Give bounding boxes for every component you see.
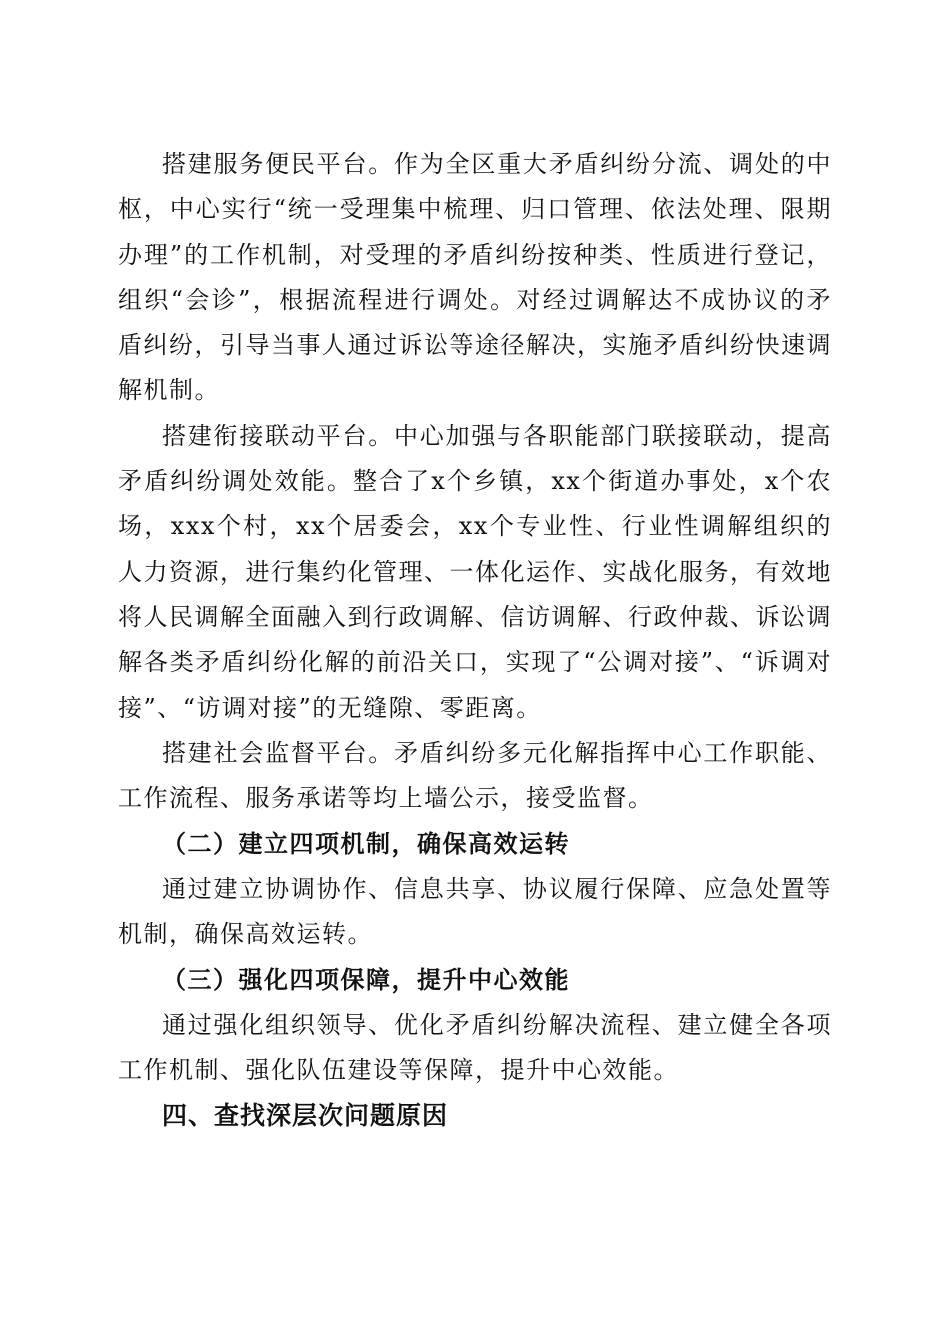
paragraph-service-platform: 搭建服务便民平台。作为全区重大矛盾纠纷分流、调处的中枢，中心实行“统一受理集中梳理、归口管理、依法处理、限期办理”的工作机制，对受理的矛盾纠纷按种类、性质进行登记，组织“会诊”，根据流程进行调处。对经过调解达不成协议的矛盾纠纷，引导当事人通过诉讼等途径解决，实施矛盾纠纷快速调解机制。 (118, 150, 832, 405)
subheading-four-mechanisms: （二）建立四项机制，确保高效运转 (162, 829, 570, 859)
paragraph-linkage-platform: 搭建衔接联动平台。中心加强与各职能部门联接联动，提高矛盾纠纷调处效能。整合了x个乡镇，xx个街道办事处，x个农场，xxx个村，xx个居委会，xx个专业性、行业性调解组织的人力资源，进行集约化管理、一体化运作、实战化服务，有效地将人民调解全面融入到行政调解、信访调解、行政仲裁、诉讼调解各类矛盾纠纷化解的前沿关口，实现了“公调对接”、“诉调对接”、“访调对接”的无缝隙、零距离。 (118, 421, 832, 722)
paragraph-mechanisms: 通过建立协调协作、信息共享、协议履行保障、应急处置等机制，确保高效运转。 (118, 874, 832, 949)
document-page (118, 142, 832, 1139)
subheading-four-guarantees: （三）强化四项保障，提升中心效能 (162, 965, 570, 995)
paragraph-guarantees: 通过强化组织领导、优化矛盾纠纷解决流程、建立健全各项工作机制、强化队伍建设等保障，提升中心效能。 (118, 1010, 832, 1084)
section-heading-root-causes: 四、查找深层次问题原因 (162, 1101, 449, 1131)
paragraph-supervision-platform: 搭建社会监督平台。矛盾纠纷多元化解指挥中心工作职能、工作流程、服务承诺等均上墙公示，接受监督。 (118, 738, 832, 813)
